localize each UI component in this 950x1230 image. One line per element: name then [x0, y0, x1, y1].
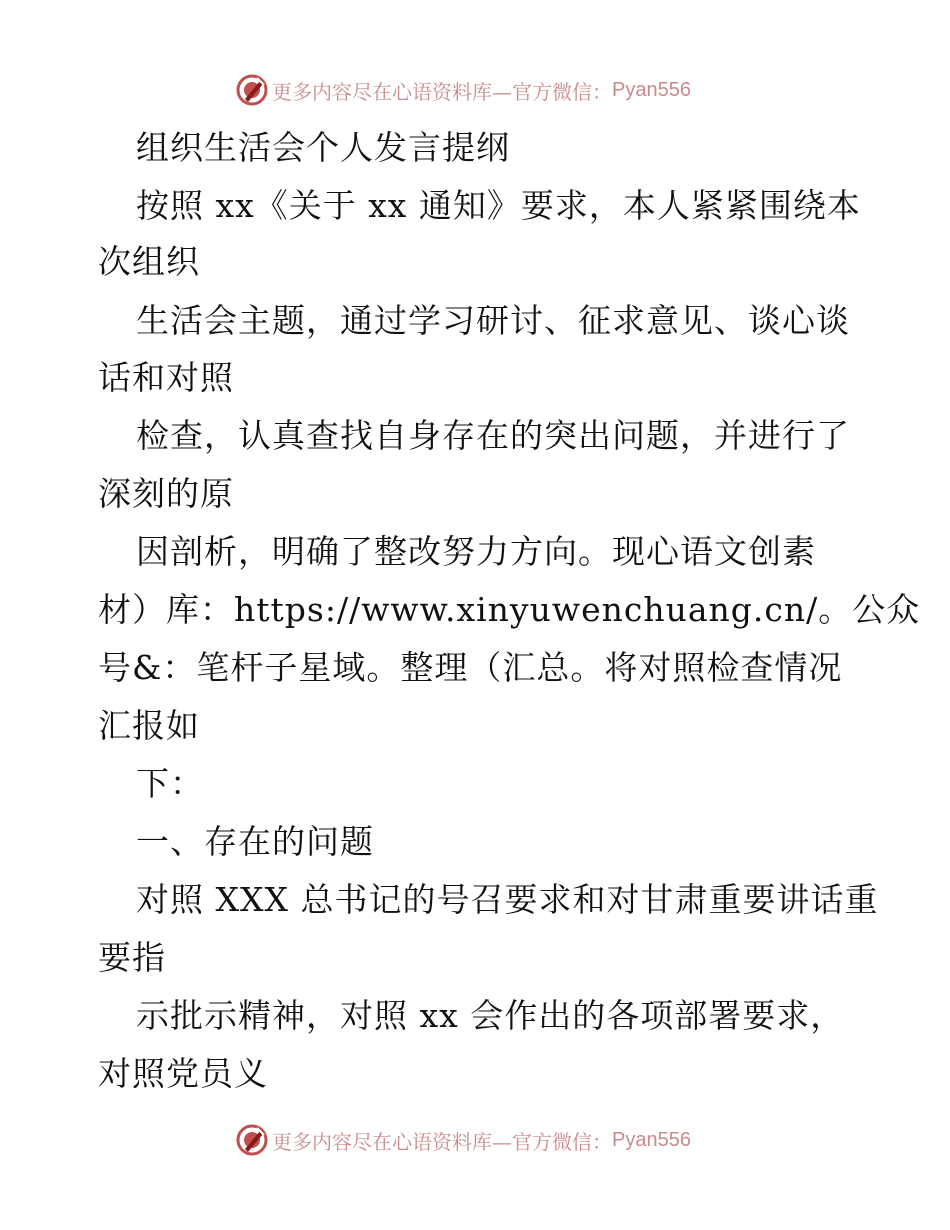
pen-logo-icon: [236, 1124, 268, 1156]
doc-title: 组织生活会个人发言提纲: [136, 128, 510, 167]
paragraph-line: 生活会主题，通过学习研讨、征求意见、谈心谈: [136, 301, 850, 340]
header-banner-text: 更多内容尽在心语资料库—官方微信：: [272, 79, 612, 104]
pen-logo-icon: [236, 74, 268, 106]
paragraph-line: 按照 xx《关于 xx 通知》要求，本人紧紧围绕本: [136, 186, 861, 225]
section-heading: 一、存在的问题: [136, 822, 374, 861]
paragraph-line: 检查，认真查找自身存在的突出问题，并进行了: [136, 416, 850, 455]
footer-banner: [236, 1123, 691, 1157]
paragraph-line-url: 材）库：https://www.xinyuwenchuang.cn/。公众: [98, 590, 921, 629]
footer-wechat-id: Pyan556: [612, 1128, 691, 1151]
paragraph-line: 示批示精神，对照 xx 会作出的各项部署要求，: [136, 996, 845, 1035]
footer-banner-text: 更多内容尽在心语资料库—官方微信：: [272, 1129, 612, 1154]
paragraph-line: 深刻的原: [98, 474, 234, 513]
paragraph-line: 号&：笔杆子星域。整理（汇总。将对照检查情况: [98, 648, 843, 687]
paragraph-line: 因剖析，明确了整改努力方向。现心语文创素: [136, 532, 816, 571]
paragraph-line: 对照 XXX 总书记的号召要求和对甘肃重要讲话重: [136, 880, 879, 919]
paragraph-line: 次组织: [98, 242, 200, 281]
paragraph-line: 汇报如: [98, 706, 200, 745]
header-banner: [236, 73, 691, 107]
paragraph-line: 下：: [136, 764, 204, 803]
paragraph-line: 话和对照: [98, 358, 234, 397]
header-wechat-id: Pyan556: [612, 78, 691, 101]
paragraph-line: 要指: [98, 938, 166, 977]
paragraph-line: 对照党员义: [98, 1054, 268, 1093]
